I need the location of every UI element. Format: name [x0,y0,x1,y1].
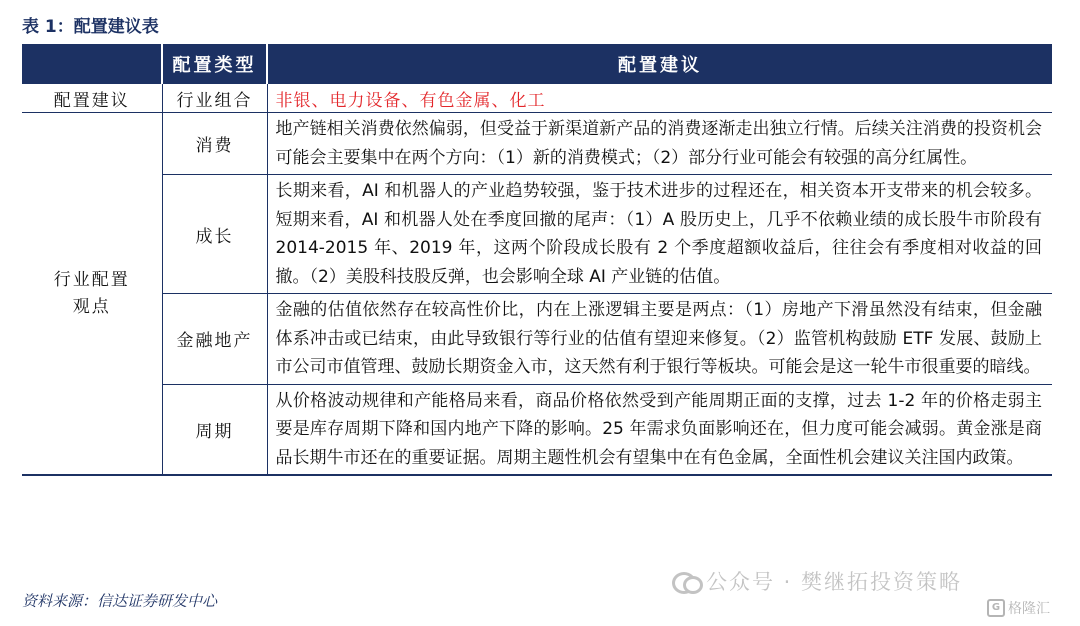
category-name: 消费 [162,113,267,175]
combo-industries: 非银、电力设备、有色金属、化工 [267,84,1052,113]
category-name: 成长 [162,175,267,294]
combo-row [22,84,1052,113]
view-section-label [22,113,162,476]
watermark [672,566,962,596]
brand-text: 格隆汇 [1008,601,1050,617]
category-row-finance-realestate [22,294,1052,385]
combo-section-label: 配置建议 [22,84,162,113]
category-name: 金融地产 [162,294,267,385]
header-blank-cell [22,44,162,84]
source-note: 资料来源：信达证券研发中心 [22,592,218,610]
category-name: 周期 [162,384,267,475]
table-header-row [22,44,1052,84]
wechat-icon [672,570,700,592]
header-advice: 配置建议 [267,44,1052,84]
combo-type-label: 行业组合 [162,84,267,113]
category-row-consumer [22,113,1052,175]
brand-mark [987,598,1050,618]
category-text: 地产链相关消费依然偏弱，但受益于新渠道新产品的消费逐渐走出独立行情。后续关注消费的投资机会可能会主要集中在两个方向：（1）新的消费模式；（2）部分行业可能会有较强的高分红属性。 [267,113,1052,175]
category-row-growth [22,175,1052,294]
view-label-line1: 行业配置 [53,269,130,290]
allocation-table [22,44,1052,476]
table-title: 表 1：配置建议表 [22,17,159,37]
category-row-cyclical [22,384,1052,475]
watermark-text: 公众号 · 樊继拓投资策略 [706,570,963,594]
category-text: 从价格波动规律和产能格局来看，商品价格依然受到产能周期正面的支撑，过去 1-2 年的价格走弱主要是库存周期下降和国内地产下降的影响。25 年需求负面影响还在，但力度可能会减弱。黄金涨是商品长期牛市还在的重要证据。周期主题性机会有望集中在有色金属，全面性机会建议关注国内政策。 [267,384,1052,475]
category-text: 长期来看，AI 和机器人的产业趋势较强，鉴于技术进步的过程还在，相关资本开支带来的机会较多。短期来看，AI 和机器人处在季度回撤的尾声：（1）A 股历史上，几乎不依赖业绩的成长股牛市阶段有 2014-2015 年、2019 年，这两个阶段成长股有 2 个季度超额收益后，往往会有季度相对收益的回撤。（2）美股科技股反弹，也会影响全球 AI 产业链的估值。 [267,175,1052,294]
brand-logo-icon: G [987,599,1005,617]
category-text: 金融的估值依然存在较高性价比，内在上涨逻辑主要是两点：（1）房地产下滑虽然没有结束，但金融体系冲击或已结束，由此导致银行等行业的估值有望迎来修复。（2）监管机构鼓励 ETF 发展、鼓励上市公司市值管理、鼓励长期资金入市，这天然有利于银行等板块。可能会是这一轮牛市很重要的暗线。 [267,294,1052,385]
view-label-line2: 观点 [72,296,111,317]
header-type: 配置类型 [162,44,267,84]
